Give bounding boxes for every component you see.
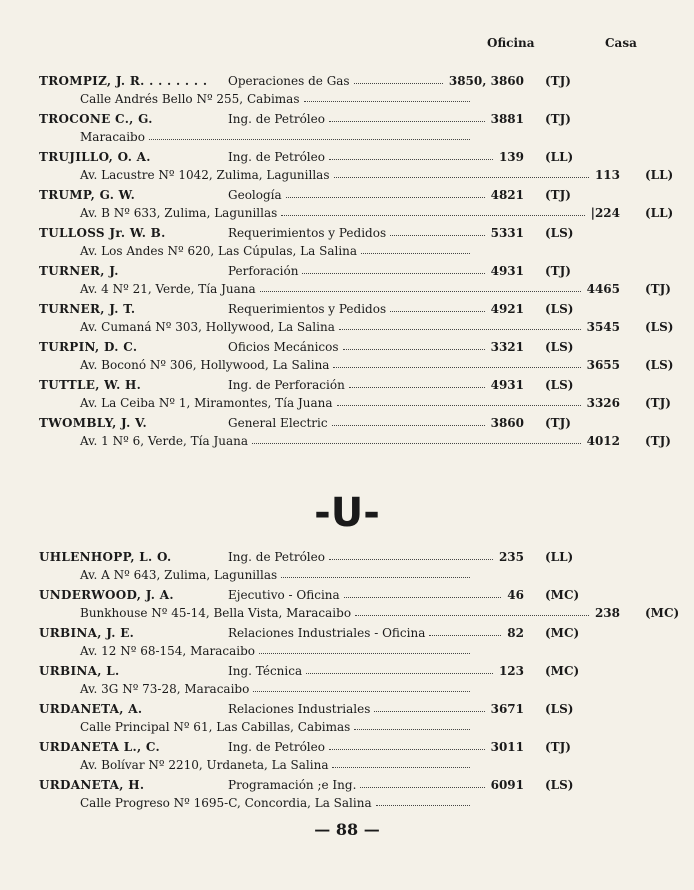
entry-line-2 [0,604,694,622]
entry-home-code: (TJ) [645,282,671,296]
entry-office-code: (TJ) [545,264,571,278]
entry-home-phone: 4465 [586,282,620,296]
entry-name: UNDERWOOD, J. A. [39,588,174,602]
entry-line-1 [0,186,694,204]
entry-department: Ing. Técnica [228,664,303,678]
entry-home-code: (LS) [645,320,674,334]
entry-office-phone: 5331 [490,226,524,240]
entry-name: TULLOSS Jr. W. B. [39,226,166,240]
section-letter: -U- [314,490,380,536]
leader-dots [354,83,443,84]
entry-department: General Electric [228,416,328,430]
entry-line-1 [0,262,694,280]
column-header-casa: Casa [605,36,637,50]
entry-name: TRUJILLO, O. A. [39,150,151,164]
entry-department: Ing. de Petróleo [228,550,325,564]
entry-name: TROCONE C., G. [39,112,153,126]
entry-line-2 [0,718,694,736]
entry-department: Relaciones Industriales - Oficina [228,626,426,640]
entry-line-1 [0,72,694,90]
entry-home-phone: 113 [594,168,620,182]
directory-entry [0,376,694,414]
leader-dots [149,139,470,140]
directory-entry [0,414,694,452]
leader-dots [360,787,484,788]
entry-address: Calle Andrés Bello Nº 255, Cabimas [80,92,300,106]
entry-line-2 [0,280,694,298]
entry-name: URBINA, J. E. [39,626,135,640]
entry-name: TROMPIZ, J. R. . . . . . . . [39,74,208,88]
leader-dots [260,291,581,292]
entry-home-code: (MC) [645,606,680,620]
entry-office-code: (MC) [545,588,580,602]
directory-entry [0,776,694,814]
entry-line-1 [0,624,694,642]
leader-dots [329,159,493,160]
entry-department: Ing. de Petróleo [228,112,325,126]
entry-office-phone: 6091 [490,778,524,792]
entry-line-2 [0,90,694,108]
entry-line-2 [0,242,694,260]
entry-line-2 [0,566,694,584]
entry-office-phone: 3671 [490,702,524,716]
leader-dots [333,367,580,368]
entry-department: Ing. de Perforación [228,378,345,392]
entry-office-code: (LL) [545,550,574,564]
entry-address: Av. La Ceiba Nº 1, Miramontes, Tía Juana [80,396,333,410]
entry-name: TURNER, J. [39,264,119,278]
leader-dots [376,805,470,806]
entry-line-2 [0,356,694,374]
entry-line-1 [0,776,694,794]
entry-line-1 [0,224,694,242]
entry-office-code: (MC) [545,664,580,678]
entry-office-code: (LS) [545,302,574,316]
entry-line-2 [0,318,694,336]
entry-department: Operaciones de Gas [228,74,350,88]
leader-dots [343,349,485,350]
entry-home-phone: 3655 [586,358,620,372]
entry-office-code: (LL) [545,150,574,164]
entry-name: URDANETA L., C. [39,740,161,754]
entry-name: TURPIN, D. C. [39,340,138,354]
entry-address: Av. 1 Nº 6, Verde, Tía Juana [80,434,249,448]
leader-dots [332,425,485,426]
leader-dots [304,101,471,102]
entry-line-1 [0,148,694,166]
entry-office-phone: 4931 [490,378,524,392]
entry-address: Maracaibo [80,130,145,144]
page-number: — 88 — [314,820,380,839]
entry-address: Bunkhouse Nº 45-14, Bella Vista, Maracaibo [80,606,352,620]
entry-address: Av. Boconó Nº 306, Hollywood, La Salina [80,358,330,372]
entry-department: Oficios Mecánicos [228,340,339,354]
entry-office-phone: 46 [507,588,524,602]
directory-entry [0,700,694,738]
entry-office-phone: 4921 [490,302,524,316]
entry-line-2 [0,642,694,660]
entry-office-phone: 3321 [490,340,524,354]
leader-dots [252,443,581,444]
entry-office-phone: 4821 [490,188,524,202]
entry-office-code: (LS) [545,378,574,392]
entry-line-1 [0,110,694,128]
entry-home-code: (LL) [645,206,674,220]
entry-line-2 [0,680,694,698]
entry-department: Perforación [228,264,299,278]
entry-line-2 [0,204,694,222]
entry-line-1 [0,700,694,718]
entry-name: URDANETA, H. [39,778,145,792]
entry-home-phone: 3326 [586,396,620,410]
leader-dots [253,691,470,692]
entry-office-code: (TJ) [545,112,571,126]
leader-dots [355,615,589,616]
entry-office-code: (TJ) [545,416,571,430]
leader-dots [259,653,470,654]
entry-name: URDANETA, A. [39,702,143,716]
entry-home-code: (TJ) [645,396,671,410]
leader-dots [337,405,581,406]
entry-office-code: (LS) [545,340,574,354]
entry-line-2 [0,128,694,146]
entry-line-1 [0,300,694,318]
entry-line-1 [0,586,694,604]
entry-home-phone: 3545 [586,320,620,334]
entry-home-code: (LL) [645,168,674,182]
directory-entry [0,300,694,338]
directory-entry [0,738,694,776]
entry-department: Relaciones Industriales [228,702,371,716]
entry-office-phone: 139 [498,150,524,164]
directory-entry [0,262,694,300]
entry-office-code: (TJ) [545,188,571,202]
entry-office-phone: 235 [498,550,524,564]
entry-line-2 [0,432,694,450]
leader-dots [306,673,493,674]
entry-office-code: (MC) [545,626,580,640]
leader-dots [429,635,501,636]
entry-office-phone: 3860 [490,416,524,430]
entry-office-phone: 3850, 3860 [448,74,524,88]
leader-dots [344,597,502,598]
entry-office-code: (LS) [545,226,574,240]
directory-entry [0,624,694,662]
directory-entry [0,338,694,376]
leader-dots [354,729,470,730]
entry-line-1 [0,548,694,566]
leader-dots [374,711,484,712]
entry-office-code: (TJ) [545,74,571,88]
entry-line-1 [0,376,694,394]
entry-line-2 [0,756,694,774]
entry-name: URBINA, L. [39,664,120,678]
leader-dots [281,215,584,216]
entry-line-2 [0,794,694,812]
entry-office-code: (LS) [545,702,574,716]
entry-line-1 [0,414,694,432]
entry-office-code: (LS) [545,778,574,792]
entry-office-phone: 3011 [490,740,524,754]
entry-line-2 [0,394,694,412]
leader-dots [339,329,581,330]
leader-dots [361,253,470,254]
entry-department: Ejecutivo - Oficina [228,588,340,602]
entry-address: Av. Bolívar Nº 2210, Urdaneta, La Salina [80,758,329,772]
leader-dots [334,177,589,178]
leader-dots [349,387,485,388]
entry-address: Av. 12 Nº 68-154, Maracaibo [80,644,256,658]
entry-office-phone: 123 [498,664,524,678]
entry-address: Av. B Nº 633, Zulima, Lagunillas [80,206,278,220]
leader-dots [329,121,485,122]
leader-dots [329,559,493,560]
leader-dots [390,235,484,236]
leader-dots [390,311,484,312]
entry-office-phone: 4931 [490,264,524,278]
leader-dots [329,749,485,750]
entry-line-1 [0,738,694,756]
leader-dots [286,197,485,198]
entry-office-code: (TJ) [545,740,571,754]
directory-entry [0,586,694,624]
entry-address: Av. 4 Nº 21, Verde, Tía Juana [80,282,256,296]
entry-address: Av. Los Andes Nº 620, Las Cúpulas, La Salina [80,244,358,258]
entry-address: Av. A Nº 643, Zulima, Lagunillas [80,568,278,582]
entry-office-phone: 3881 [490,112,524,126]
entry-address: Calle Progreso Nº 1695-C, Concordia, La Salina [80,796,372,810]
entry-name: UHLENHOPP, L. O. [39,550,172,564]
entry-home-phone: 238 [594,606,620,620]
entry-name: TWOMBLY, J. V. [39,416,148,430]
entry-home-code: (LS) [645,358,674,372]
directory-entry [0,110,694,148]
directory-entry [0,72,694,110]
directory-entry [0,662,694,700]
directory-entry [0,224,694,262]
directory-entry [0,548,694,586]
entry-line-1 [0,662,694,680]
leader-dots [281,577,470,578]
entry-department: Programación ;e Ing. [228,778,357,792]
entry-department: Requerimientos y Pedidos [228,226,387,240]
leader-dots [302,273,484,274]
entry-address: Av. Lacustre Nº 1042, Zulima, Lagunillas [80,168,330,182]
column-header-oficina: Oficina [487,36,535,50]
entry-name: TUTTLE, W. H. [39,378,142,392]
entry-department: Ing. de Petróleo [228,740,325,754]
entry-address: Av. 3G Nº 73-28, Maracaibo [80,682,250,696]
leader-dots [332,767,470,768]
entry-address: Calle Principal Nº 61, Las Cabillas, Cabimas [80,720,351,734]
entry-department: Requerimientos y Pedidos [228,302,387,316]
directory-entry [0,186,694,224]
entry-line-1 [0,338,694,356]
entry-line-2 [0,166,694,184]
entry-home-phone: 4012 [586,434,620,448]
entry-office-phone: 82 [507,626,524,640]
entry-home-code: (TJ) [645,434,671,448]
entry-home-phone: |224 [590,206,620,220]
entry-department: Geología [228,188,282,202]
directory-entry [0,148,694,186]
entry-name: TURNER, J. T. [39,302,136,316]
entry-name: TRUMP, G. W. [39,188,136,202]
entry-department: Ing. de Petróleo [228,150,325,164]
entry-address: Av. Cumaná Nº 303, Hollywood, La Salina [80,320,335,334]
